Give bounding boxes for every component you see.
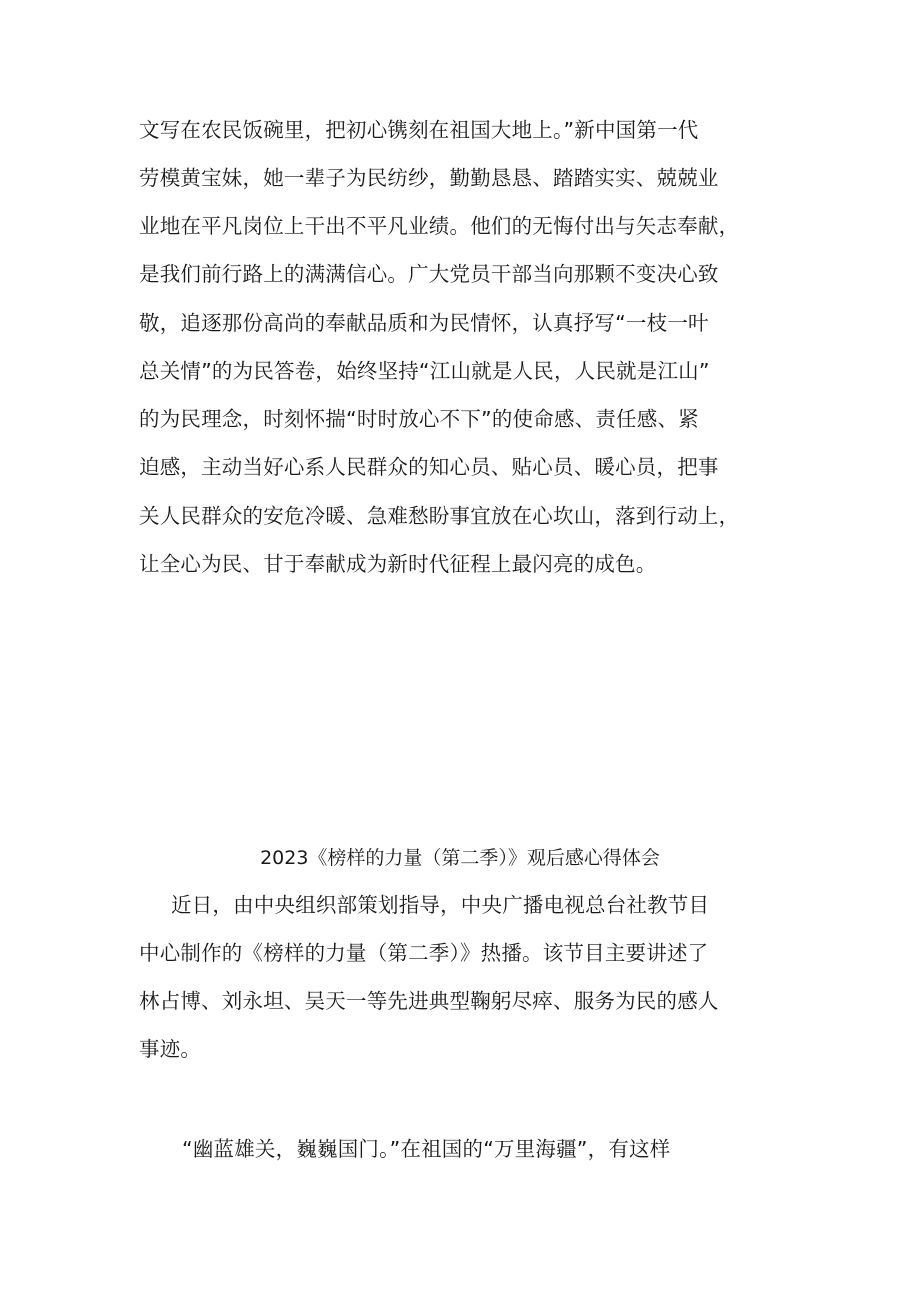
paragraph-line: 文写在农民饭碗里，把初心镌刻在祖国大地上。”新中国第一代 xyxy=(139,118,699,142)
intro-line: 事迹。 xyxy=(139,1037,202,1061)
next-paragraph-line: “幽蓝雄关，巍巍国门。”在祖国的“万里海疆”，有这样 xyxy=(182,1137,671,1161)
paragraph-line: 总关情”的为民答卷，始终坚持“江山就是人民，人民就是江山” xyxy=(139,359,710,383)
intro-line: 林占博、刘永坦、吴天一等先进典型鞠躬尽瘁、服务为民的感人 xyxy=(139,989,719,1013)
paragraph-line: 是我们前行路上的满满信心。广大党员干部当向那颗不变决心致 xyxy=(139,262,719,286)
paragraph-line: 迫感，主动当好心系人民群众的知心员、贴心员、暖心员，把事 xyxy=(139,455,719,479)
paragraph-line: 劳模黄宝妹，她一辈子为民纺纱，勤勤恳恳、踏踏实实、兢兢业 xyxy=(139,166,719,190)
paragraph-line: 关人民群众的安危冷暖、急难愁盼事宜放在心坎山，落到行动上， xyxy=(139,504,740,528)
intro-line: 近日，由中央组织部策划指导，中央广播电视总台社教节目 xyxy=(171,893,710,917)
paragraph-line: 业地在平凡岗位上干出不平凡业绩。他们的无悔付出与矢志奉献， xyxy=(139,214,740,238)
article-title: 2023《榜样的力量（第二季）》观后感心得体会 xyxy=(260,847,660,869)
paragraph-line: 的为民理念，时刻怀揣“时时放心不下”的使命感、责任感、紧 xyxy=(139,407,699,431)
intro-line: 中心制作的《榜样的力量（第二季）》热播。该节目主要讲述了 xyxy=(139,941,709,965)
paragraph-line: 敬，追逐那份高尚的奉献品质和为民情怀，认真抒写“一枝一叶 xyxy=(139,311,709,335)
paragraph-line: 让全心为民、甘于奉献成为新时代征程上最闪亮的成色。 xyxy=(139,552,657,576)
